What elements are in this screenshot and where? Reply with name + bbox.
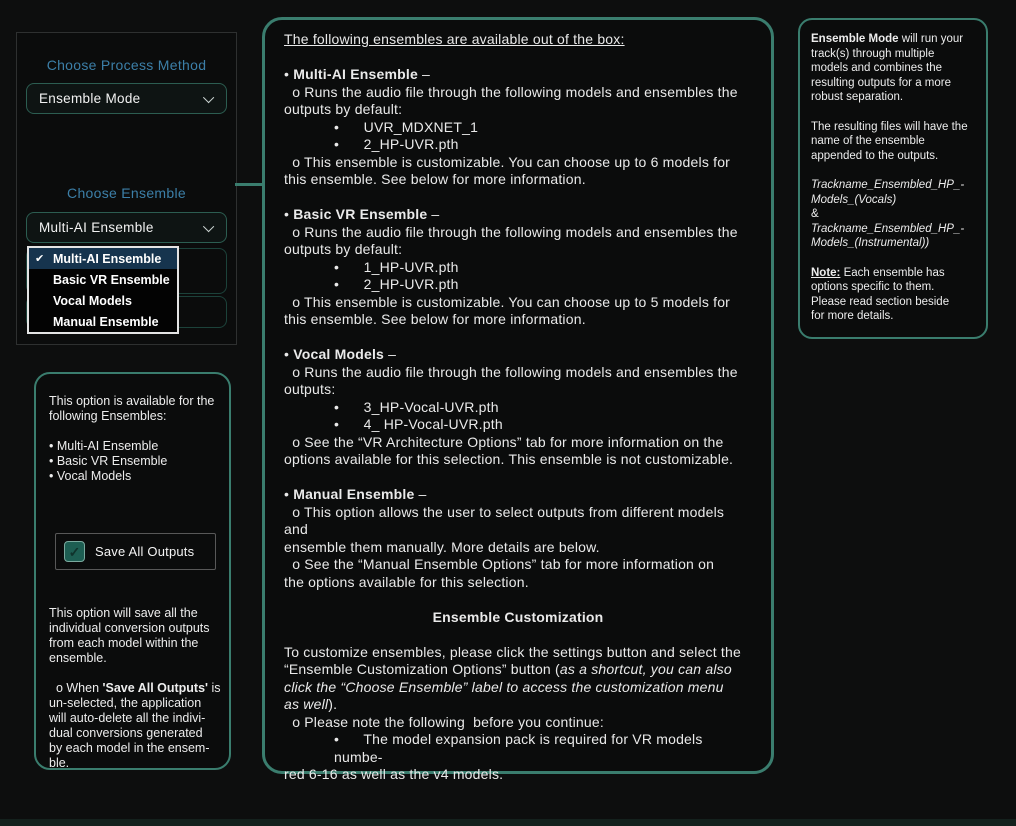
text-line <box>49 409 223 424</box>
text-line <box>284 84 752 102</box>
menu-item-manual-ensemble[interactable] <box>29 311 177 332</box>
text-line <box>284 381 752 399</box>
ensemble-dropdown-menu <box>27 246 179 334</box>
text-segment: o See the “Manual Ensemble Options” tab for more information on <box>284 556 715 572</box>
text-line <box>811 266 975 281</box>
save-outputs-info-panel <box>34 372 231 770</box>
text-segment: • <box>284 486 294 502</box>
text-segment: • 4_ HP-Vocal-UVR.pth <box>334 416 503 432</box>
text-segment: • 3_HP-Vocal-UVR.pth <box>334 398 499 415</box>
text-segment: o This option allows the user to select outputs from different models <box>284 503 725 520</box>
process-method-select[interactable] <box>26 83 227 114</box>
text-segment: individual conversion outputs <box>49 621 210 635</box>
text-line <box>284 311 752 329</box>
text-segment: ensemble them manually. More details are below. <box>284 538 600 555</box>
text-segment: o Runs the audio file through the following models and ensembles the <box>284 223 738 240</box>
blank-line <box>811 163 975 178</box>
text-line <box>284 136 752 154</box>
text-line <box>284 609 752 627</box>
text-segment: o This ensemble is customizable. You can choose up to 6 models for <box>284 153 731 170</box>
ensemble-select[interactable] <box>26 212 227 243</box>
bottom-bar <box>0 819 1016 826</box>
text-line <box>811 222 975 237</box>
text-line <box>811 61 975 76</box>
text-line <box>284 259 752 277</box>
text-segment: options specific to them. <box>811 281 935 294</box>
blank-line <box>49 424 223 439</box>
checkbox-label: Save All Outputs <box>95 544 195 559</box>
text-line <box>284 766 752 784</box>
text-segment: from each model within the <box>49 636 199 650</box>
blank-line <box>284 591 752 609</box>
text-segment: Note: <box>811 266 841 279</box>
menu-item-label: Manual Ensemble <box>53 314 159 329</box>
text-segment: will run your <box>898 33 964 45</box>
text-line <box>49 636 224 651</box>
menu-item-multi-ai-ensemble[interactable] <box>29 248 177 269</box>
text-segment: the options available for this selection. <box>284 573 529 590</box>
text-line <box>284 171 752 189</box>
text-segment: ble. <box>49 756 70 770</box>
text-segment: track(s) through multiple <box>811 47 935 60</box>
text-line <box>811 309 975 324</box>
menu-item-label: Basic VR Ensemble <box>53 272 170 287</box>
text-segment: – <box>384 346 397 362</box>
text-segment: This option will save all the <box>49 606 198 620</box>
text-segment: Trackname_Ensembled_HP_- <box>811 178 965 191</box>
text-line <box>284 241 752 259</box>
text-segment: • 2_HP-UVR.pth <box>334 136 459 152</box>
text-segment: • 2_HP-UVR.pth <box>334 276 459 292</box>
text-line <box>811 120 975 135</box>
info-panel-top-text <box>49 394 223 484</box>
text-segment: • Vocal Models <box>49 469 132 483</box>
text-line <box>284 101 752 119</box>
text-line <box>49 621 224 636</box>
text-segment: 'Save All Outputs' <box>102 681 209 695</box>
text-line <box>284 644 752 662</box>
text-line <box>284 346 752 364</box>
text-line <box>284 486 752 504</box>
text-segment: Ensemble Mode <box>811 33 899 45</box>
text-segment: models and combines the <box>811 62 943 75</box>
text-line <box>49 741 224 756</box>
check-tick-icon: ✓ <box>68 543 81 560</box>
blank-line <box>284 189 752 207</box>
text-line <box>284 206 752 224</box>
text-segment: Vocal Models <box>293 346 385 362</box>
text-segment: red 6-16 as well as the v4 models. <box>284 766 504 782</box>
text-line <box>284 661 752 679</box>
text-line <box>811 149 975 164</box>
info-panel-bottom-text <box>49 606 224 771</box>
text-segment: ). <box>328 696 338 712</box>
text-segment: – <box>427 206 440 222</box>
text-line <box>49 606 224 621</box>
text-segment: this ensemble. See below for more information. <box>284 171 586 187</box>
text-line <box>284 521 752 539</box>
text-line <box>811 280 975 295</box>
text-line <box>49 711 224 726</box>
text-segment: following Ensembles: <box>49 409 167 423</box>
text-line <box>284 294 752 312</box>
text-segment: Basic VR Ensemble <box>293 206 428 222</box>
text-segment: is <box>208 681 221 695</box>
text-segment: outputs by default: <box>284 241 403 257</box>
text-segment: This option is available for the <box>49 394 215 408</box>
text-segment: Trackname_Ensembled_HP_- <box>811 222 965 235</box>
text-segment: appended to the outputs. <box>811 149 939 162</box>
text-segment: ensemble. <box>49 651 107 665</box>
text-line <box>284 451 752 469</box>
text-line <box>49 681 224 696</box>
text-segment: this ensemble. See below for more information. <box>284 311 586 327</box>
chevron-down-icon <box>203 91 214 102</box>
text-line <box>811 193 975 208</box>
text-line <box>284 399 752 417</box>
ensemble-mode-note-panel <box>798 18 988 339</box>
text-segment: Multi-AI Ensemble <box>293 66 418 82</box>
text-segment: • 1_HP-UVR.pth <box>334 258 459 275</box>
text-segment: The resulting files will have the <box>811 120 968 133</box>
text-line <box>811 207 975 222</box>
menu-item-vocal-models[interactable] <box>29 290 177 311</box>
text-segment: Please read section beside <box>811 295 950 308</box>
text-segment: Models_(Instrumental)) <box>811 237 930 250</box>
text-line <box>811 295 975 310</box>
text-segment: robust separation. <box>811 91 904 104</box>
text-segment: – <box>414 486 427 502</box>
text-line <box>49 696 224 711</box>
text-segment: and <box>284 521 308 537</box>
text-segment: click the “Choose Ensemble” label to access the customization menu <box>284 678 724 695</box>
text-line <box>284 539 752 557</box>
text-line <box>284 276 752 294</box>
text-segment: The following ensembles are available out of the box: <box>284 31 625 47</box>
text-segment: • <box>284 346 294 362</box>
blank-line <box>811 251 975 266</box>
text-line <box>49 726 224 741</box>
text-segment: by each model in the ensem- <box>49 741 210 755</box>
text-line <box>284 556 752 574</box>
text-segment: Ensemble Customization <box>432 608 604 625</box>
text-segment: – <box>417 66 431 82</box>
text-line <box>284 364 752 382</box>
text-line <box>49 439 223 454</box>
text-line <box>811 32 975 47</box>
text-line <box>811 134 975 149</box>
blank-line <box>811 105 975 120</box>
text-segment: • UVR_MDXNET_1 <box>334 118 479 135</box>
text-line <box>284 574 752 592</box>
text-segment: • <box>284 66 294 82</box>
text-line <box>811 47 975 62</box>
text-line <box>811 90 975 105</box>
text-segment: Each ensemble has <box>840 266 945 279</box>
text-segment: as well <box>284 696 329 712</box>
text-segment: • The model expansion pack is required for VR models numbe- <box>334 731 707 765</box>
text-segment: un-selected, the application <box>49 696 202 710</box>
text-line <box>49 651 224 666</box>
text-segment: name of the ensemble <box>811 135 925 148</box>
text-segment: outputs: <box>284 381 336 397</box>
menu-item-label: Vocal Models <box>53 293 132 308</box>
process-method-value: Ensemble Mode <box>39 91 141 106</box>
blank-line <box>284 329 752 347</box>
text-segment: Manual Ensemble <box>293 486 415 502</box>
text-line <box>49 394 223 409</box>
text-segment: outputs by default: <box>284 101 403 117</box>
text-segment: • Multi-AI Ensemble <box>49 439 159 453</box>
text-segment: o This ensemble is customizable. You can choose up to 5 models for <box>284 293 731 310</box>
text-segment: resulting outputs for a more <box>811 76 951 89</box>
check-icon: ✔ <box>35 253 45 265</box>
text-line <box>284 154 752 172</box>
menu-item-label: Multi-AI Ensemble <box>53 251 162 266</box>
text-segment: & <box>811 208 819 221</box>
text-segment: options available for this selection. This ensemble is not customizable. <box>284 451 734 467</box>
ensemble-select-value: Multi-AI Ensemble <box>39 220 154 235</box>
text-segment: will auto-delete all the indivi- <box>49 711 206 725</box>
chevron-down-icon <box>203 220 214 231</box>
text-line <box>49 454 223 469</box>
text-line <box>284 679 752 697</box>
text-line <box>811 236 975 251</box>
text-segment: dual conversions generated <box>49 726 203 740</box>
text-segment: for more details. <box>811 310 894 323</box>
text-segment: • <box>284 206 294 222</box>
text-line <box>49 469 223 484</box>
text-line <box>49 756 224 771</box>
text-line <box>284 504 752 522</box>
text-line <box>284 434 752 452</box>
blank-line <box>284 49 752 67</box>
text-line <box>284 224 752 242</box>
text-line <box>284 31 752 49</box>
text-segment: as a shortcut, you can also <box>559 661 732 677</box>
text-line <box>811 178 975 193</box>
blank-line <box>284 626 752 644</box>
text-line <box>284 119 752 137</box>
choose-process-method-label: Choose Process Method <box>46 57 207 73</box>
text-line <box>811 76 975 91</box>
text-segment: Models_(Vocals) <box>811 193 897 206</box>
text-line <box>284 731 752 766</box>
text-line <box>284 696 752 714</box>
blank-line <box>284 469 752 487</box>
text-segment: To customize ensembles, please click the settings button and select the <box>284 643 741 660</box>
text-line <box>284 714 752 732</box>
text-segment: o Please note the following before you continue: <box>284 713 604 730</box>
ensembles-doc-panel <box>262 17 774 782</box>
blank-line <box>49 666 224 681</box>
text-line <box>284 416 752 434</box>
checkbox-checked-icon <box>64 541 85 562</box>
connector-line <box>235 183 263 186</box>
text-segment: o See the “VR Architecture Options” tab for more information on the <box>284 433 724 450</box>
text-segment: “Ensemble Customization Options” button ( <box>284 661 560 677</box>
text-segment: o When <box>49 681 103 695</box>
save-all-outputs-checkbox[interactable] <box>55 533 216 570</box>
menu-item-basic-vr-ensemble[interactable] <box>29 269 177 290</box>
text-line <box>284 66 752 84</box>
choose-ensemble-label[interactable]: Choose Ensemble <box>67 185 186 201</box>
text-segment: o Runs the audio file through the following models and ensembles the <box>284 363 738 380</box>
text-segment: • Basic VR Ensemble <box>49 454 168 468</box>
text-segment: o Runs the audio file through the following models and ensembles the <box>284 83 738 100</box>
